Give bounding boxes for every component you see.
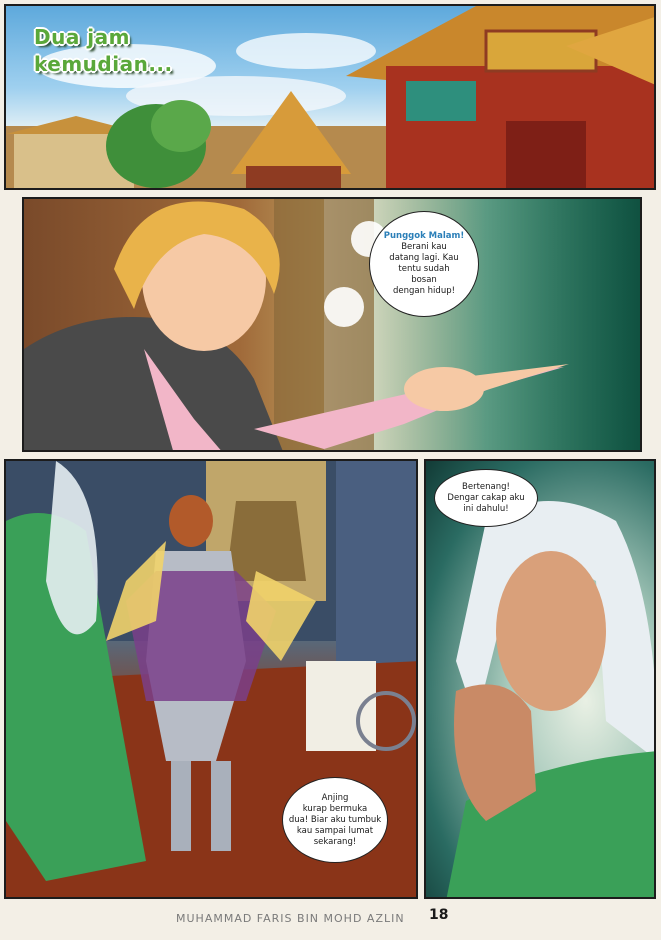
speech-bubble-woman [369, 211, 479, 317]
panel-warrior-hall [4, 459, 418, 899]
bubble-line: sekarang! [313, 836, 357, 847]
speech-bubble-warrior [282, 777, 388, 863]
woman-pointing-illustration [24, 199, 642, 452]
bubble-line: datang lagi. Kau [389, 253, 459, 263]
bubble-line: tentu sudah [398, 264, 450, 274]
bubble-line: Berani kau [401, 242, 447, 252]
caption-line: kemudian... [34, 52, 173, 76]
bubble-line: kau sampai lumat [296, 825, 374, 836]
white-haired-man-illustration [426, 461, 656, 899]
bubble-line: Anjing [321, 792, 349, 803]
bubble-line: ini dahulu! [463, 503, 509, 514]
bubble-line: dua! Biar aku tumbuk [288, 814, 382, 825]
jacket-shape [24, 317, 284, 452]
speech-bubble-white-haired-man [434, 469, 538, 527]
artist-credit: MUHAMMAD FARIS BIN MOHD AZLIN [176, 912, 405, 925]
narration-caption [34, 24, 173, 78]
bubble-line: Bertenang! [462, 481, 510, 492]
bubble-line: bosan [411, 275, 437, 285]
page-number: 18 [429, 907, 449, 923]
panel-white-haired-man [424, 459, 656, 899]
bubble-line: Dengar cakap aku [447, 492, 525, 503]
bubble-line: kurap bermuka [302, 803, 368, 814]
bubble-line: dengan hidup! [392, 286, 456, 296]
caption-line: Dua jam [34, 25, 130, 49]
panel-woman-shouting [22, 197, 642, 452]
bubble-line: Punggok Malam! [383, 231, 465, 241]
panel-palace-establishing [4, 4, 656, 190]
